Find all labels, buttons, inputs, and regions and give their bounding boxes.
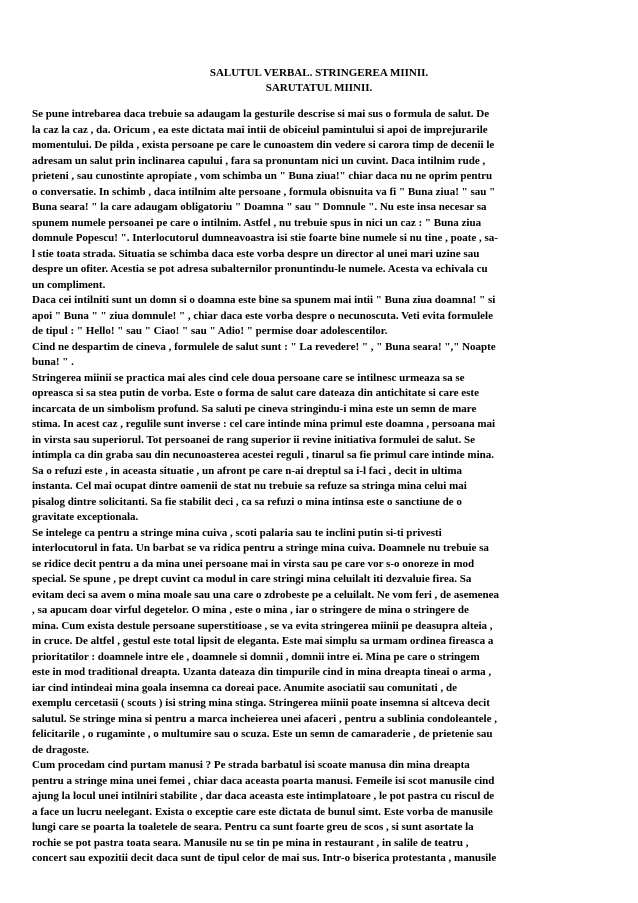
text-line: rochie se pot pastra toata seara. Manusile nu se tin pe mina in restaurant , in salile de teatru , xyxy=(32,836,469,849)
text-line: apoi " Buna " " ziua domnule! " , chiar daca este vorba despre o necunoscuta. Veti evita formulele xyxy=(32,309,493,322)
text-line: special. Se spune , pe drept cuvint ca modul in care stringi mina celuilalt iti dezvaluie firea. Sa xyxy=(32,573,472,585)
text-line: in virsta sau superiorul. Tot persoanei de rang superior ii revine initiativa formulei de salut. Se xyxy=(32,433,475,446)
text-line: stima. In acest caz , regulile sunt inverse : cel care intinde mina primul este doamna , persoana mai xyxy=(32,418,496,430)
text-line: se ridice decit pentru a da mina unei persoane mai in virsta sau pe care vor s-o onoreze in mod xyxy=(32,557,475,570)
text-line: prieteni , sau cunostinte apropiate , vom schimba un " Buna ziua!" chiar daca nu ne oprim pentru xyxy=(32,170,493,182)
text-line: despre un ofiter. Acestia se pot adresa subalternilor pronuntindu-le numele. Acesta va echivala cu xyxy=(32,263,488,275)
text-line: de tipul : " Hello! " sau " Ciao! " sau " Adio! " permise doar adolescentilor. xyxy=(32,325,388,337)
text-line: exemplu cercetasii ( scouts ) isi string mina stinga. Stringerea miinii poate insemna si altceva decit xyxy=(32,697,490,709)
text-line: iar cind intindeai mina goala insemna ca doreai pace. Anumite asociatii sau comunitati , de xyxy=(32,681,457,694)
text-line: este in mod traditional dreapta. Uzanta dateaza din timpurile cind in mina dreapta tineai o arma , xyxy=(32,666,492,678)
text-line: Buna seara! " la care adaugam obligatoriu " Doamna " sau " Domnule ". Nu este insa necesar sa xyxy=(32,201,487,213)
text-line: lungi care se poarta la toaletele de seara. Pentru ca sunt foarte greu de scos , si sunt asortate la xyxy=(32,821,474,833)
title-line-2: SARUTATUL MIINII. xyxy=(265,81,373,94)
text-line: pisalog dintre solicitanti. Sa fie stabilit deci , ca sa refuzi o mina intinsa este o sanctiune de o xyxy=(32,495,462,508)
text-line: in cruce. De altfel , gestul este total lipsit de eleganta. Este mai simplu sa urmam ordinea fireasca a xyxy=(32,635,494,647)
text-line: concert sau expozitii decit daca sunt de tipul celor de mai sus. Intr-o biserica protestanta , manusile xyxy=(32,852,497,864)
text-line: opreasca si sa stea putin de vorba. Este o forma de salut care dateaza din antichitate si care este xyxy=(32,387,479,399)
text-line: de dragoste. xyxy=(32,743,89,756)
text-line: a face un lucru neelegant. Exista o exceptie care este dictata de bunul simt. Este vorba de manusile xyxy=(32,805,493,818)
document-body xyxy=(32,107,609,867)
text-line: , sa apucam doar virful degetelor. O mina , este o mina , iar o stringere de mina o stringere de xyxy=(32,604,469,616)
text-line: ajung la locul unei intilniri stabilite , dar daca aceasta este intimplatoare , le pot pastra cu riscul de xyxy=(32,790,495,802)
text-line: mina. Cum exista destule persoane superstitioase , se va evita stringerea miinii pe deasupra alteia , xyxy=(32,619,493,632)
text-line: evitam deci sa avem o mina moale sau una care o zdrobeste pe a celuilalt. Ne vom feri , de asemenea xyxy=(32,588,500,601)
text-line: gravitate exceptionala. xyxy=(32,511,139,523)
text-line: buna! " . xyxy=(32,356,74,368)
text-line: Daca cei intilniti sunt un domn si o doamna este bine sa spunem mai intii " Buna ziua doamna! " si xyxy=(32,294,496,306)
text-line: Cum procedam cind purtam manusi ? Pe strada barbatul isi scoate manusa din mina dreapta xyxy=(32,759,470,771)
text-line: momentului. De pilda , exista persoane pe care le cunoastem din vedere si carora timp de decenii le xyxy=(32,139,495,151)
text-line: instanta. Cel mai ocupat dintre oamenii de stat nu trebuie sa refuze sa stringa mina celui mai xyxy=(32,480,467,492)
text-line: Se intelege ca pentru a stringe mina cuiva , scoti palaria sau te inclini putin si-ti privesti xyxy=(32,526,442,539)
text-line: salutul. Se stringe mina si pentru a marca incheierea unei afaceri , pentru a sublinia condoleantele , xyxy=(32,712,497,725)
text-line: o conversatie. In schimb , daca intilnim alte persoane , formula obisnuita va fi " Buna ziua! " sau " xyxy=(32,185,496,198)
text-line: l stie toata strada. Situatia se schimba daca este vorba despre un director al unei mari uzine sau xyxy=(32,247,480,260)
text-line: Stringerea miinii se practica mai ales cind cele doua persoane care se intilnesc urmeaza sa se xyxy=(32,371,465,384)
document-title xyxy=(0,0,638,95)
text-line: intimpla ca din graba sau din necunoasterea acestei reguli , tinarul sa fie primul care intinde mina. xyxy=(32,449,495,461)
text-line: incarcata de un simbolism profund. Sa saluti pe cineva stringindu-i mina este un semn de mare xyxy=(32,402,477,415)
text-line: pentru a stringe mina unei femei , chiar daca aceasta poarta manusi. Femeile isi scot manusile cind xyxy=(32,774,495,787)
text-line: la caz la caz , da. Oricum , ea este dictata mai intii de obiceiul pamintului si apoi de imprejurarile xyxy=(32,123,488,136)
text-line: Sa o refuzi este , in aceasta situatie , un afront pe care n-ai dreptul sa i-l faci , decit in ultima xyxy=(32,464,462,477)
text-line: un compliment. xyxy=(32,278,106,291)
title-line-1: SALUTUL VERBAL. STRINGEREA MIINII. xyxy=(209,67,429,79)
text-line: interlocutorul in fata. Un barbat se va ridica pentru a stringe mina cuiva. Doamnele nu trebuie sa xyxy=(32,542,489,554)
text-line: Se pune intrebarea daca trebuie sa adaugam la gesturile descrise si mai sus o formula de salut. De xyxy=(32,108,490,120)
text-line: felicitarile , o rugaminte , o multumire sau o scuza. Este un semn de camaraderie , de prietenie sau xyxy=(32,728,493,740)
text-line: spunem numele persoanei pe care o intilnim. Astfel , nu trebuie spus in nici un caz : " Buna ziua xyxy=(32,216,482,229)
text-line: adresam un salut prin inclinarea capului , fara sa pronuntam nici un cuvint. Daca intilnim rude , xyxy=(32,154,486,167)
text-line: Cind ne despartim de cineva , formulele de salut sunt : " La revedere! " , " Buna seara! "," Noapte xyxy=(32,340,496,353)
text-line: prioritatilor : doamnele intre ele , doamnele si domnii , domnii intre ei. Mina pe care o stringem xyxy=(32,650,480,663)
text-line: domnule Popescu! ". Interlocutorul dumneavoastra isi stie foarte bine numele si nu tine , poate , sa- xyxy=(32,232,498,244)
